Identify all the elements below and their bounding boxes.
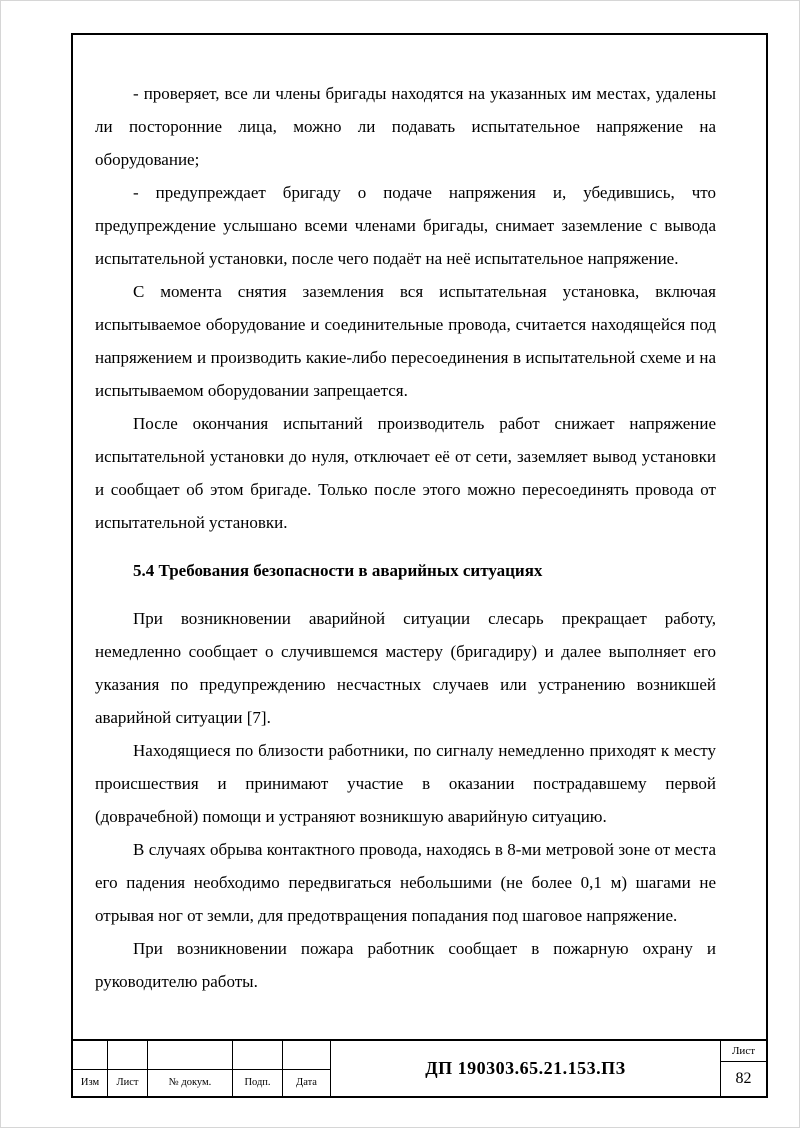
paragraph-7: В случаях обрыва контактного провода, находясь в 8-ми метровой зоне от места его падения необходимо передвигаться небольшими (не более 0,1 м) шагами не отрывая ног от земли, для предотвращения попадания под шаговое напряжение. bbox=[95, 840, 716, 925]
stamp-cell-empty bbox=[148, 1041, 233, 1070]
stamp-label-data: Дата bbox=[283, 1070, 331, 1096]
paragraph-2: - предупреждает бригаду о подаче напряжения и, убедившись, что предупреждение услышано всеми членами бригады, снимает заземление с вывода испытательной установки, после чего подаёт на неё испытательное напряжение. bbox=[95, 183, 716, 268]
paragraph-3: С момента снятия заземления вся испытательная установка, включая испытываемое оборудование и соединительные провода, считается находящейся под напряжением и производить какие-либо пересоединения в испытательной схеме и на испытываемом оборудовании запрещается. bbox=[95, 282, 716, 400]
paragraph-6: Находящиеся по близости работники, по сигналу немедленно приходят к месту происшествия и принимают участие в оказании пострадавшему первой (доврачебной) помощи и устраняют возникшую аварийную ситуацию. bbox=[95, 741, 716, 826]
sheet-column bbox=[720, 1041, 766, 1096]
sheet-label: Лист bbox=[721, 1041, 766, 1062]
stamp-cell-empty bbox=[233, 1041, 283, 1070]
sheet-number: 82 bbox=[735, 1070, 752, 1087]
stamp-label-izm: Изм bbox=[73, 1070, 108, 1096]
paragraph-5: При возникновении аварийной ситуации слесарь прекращает работу, немедленно сообщает о случившемся мастеру (бригадиру) и далее выполняет его указания по предупреждению несчастных случаев или устранению возникшей аварийной ситуации [7]. bbox=[95, 609, 716, 727]
stamp-cell-empty bbox=[108, 1041, 148, 1070]
stamp-label-dokum: № докум. bbox=[148, 1070, 233, 1096]
paragraph-1: - проверяет, все ли члены бригады находятся на указанных им местах, удалены ли посторонние лица, можно ли подавать испытательное напряжение на оборудование; bbox=[95, 84, 716, 169]
page-border-frame bbox=[71, 33, 768, 1098]
section-heading: 5.4 Требования безопасности в аварийных ситуациях bbox=[133, 561, 543, 580]
stamp-cell-empty bbox=[283, 1041, 331, 1070]
stamp-label-podp: Подп. bbox=[233, 1070, 283, 1096]
paragraph-4: После окончания испытаний производитель работ снижает напряжение испытательной установки до нуля, отключает её от сети, заземляет вывод установки и сообщает об этом бригаде. Только после этого можно пересоединять провода от испытательной установки. bbox=[95, 414, 716, 532]
title-block-columns bbox=[73, 1041, 331, 1096]
document-body bbox=[73, 35, 766, 1039]
paragraph-8: При возникновении пожара работник сообщает в пожарную охрану и руководителю работы. bbox=[95, 939, 716, 991]
stamp-label-list: Лист bbox=[108, 1070, 148, 1096]
document-code: ДП 190303.65.21.153.ПЗ bbox=[425, 1058, 626, 1078]
title-block bbox=[73, 1039, 766, 1096]
stamp-cell-empty bbox=[73, 1041, 108, 1070]
